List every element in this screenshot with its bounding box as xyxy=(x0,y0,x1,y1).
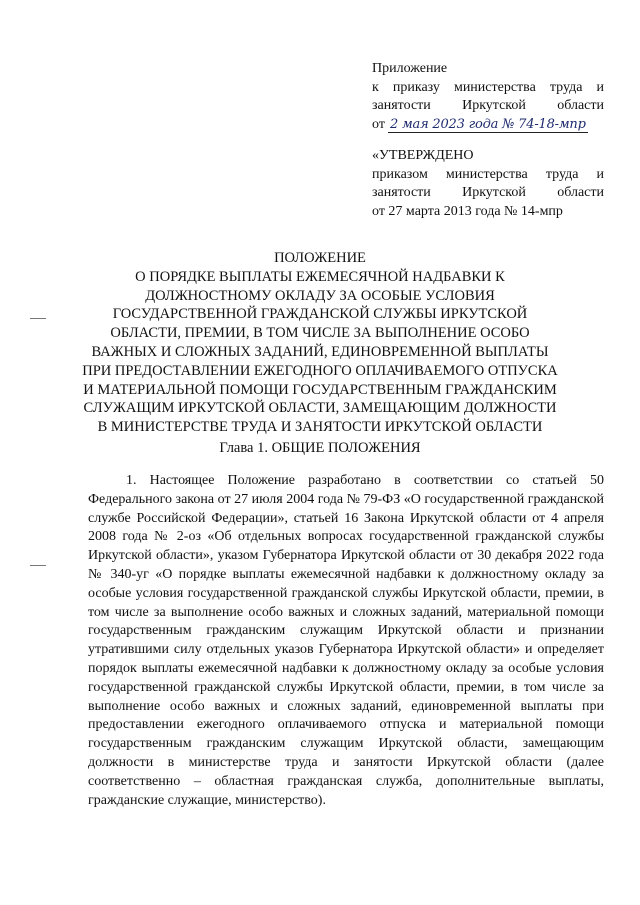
appendix-date-line xyxy=(372,116,604,135)
approved-line-1: «УТВЕРЖДЕНО xyxy=(372,148,474,163)
margin-hole-mark xyxy=(30,565,46,566)
appendix-line-1: Приложение xyxy=(372,61,448,76)
appendix-line-2: к приказу министерства труда и xyxy=(372,79,604,95)
title-line: ОБЛАСТИ, ПРЕМИИ, В ТОМ ЧИСЛЕ ЗА ВЫПОЛНЕНИЕ ОСОБО xyxy=(110,325,530,342)
approved-line-4: от 27 марта 2013 года № 14-мпр xyxy=(372,203,563,219)
approved-block xyxy=(372,147,604,221)
chapter-heading: Глава 1. ОБЩИЕ ПОЛОЖЕНИЯ xyxy=(219,440,421,456)
approved-line-2: приказом министерства труда и xyxy=(372,166,604,182)
title-line: ДОЛЖНОСТНОМУ ОКЛАДУ ЗА ОСОБЫЕ УСЛОВИЯ xyxy=(145,287,495,304)
document-title xyxy=(80,249,560,437)
title-line: ГОСУДАРСТВЕННОЙ ГРАЖДАНСКОЙ СЛУЖБЫ ИРКУТСКОЙ xyxy=(112,306,528,323)
appendix-block xyxy=(372,60,604,134)
title-line: ПРИ ПРЕДОСТАВЛЕНИИ ЕЖЕГОДНОГО ОПЛАЧИВАЕМОГО ОТПУСКА xyxy=(82,362,558,379)
title-line: СЛУЖАЩИМ ИРКУТСКОЙ ОБЛАСТИ, ЗАМЕЩАЮЩИМ ДОЛЖНОСТИ xyxy=(83,400,557,417)
title-line: О ПОРЯДКЕ ВЫПЛАТЫ ЕЖЕМЕСЯЧНОЙ НАДБАВКИ К xyxy=(135,268,505,285)
title-line: И МАТЕРИАЛЬНОЙ ПОМОЩИ ГОСУДАРСТВЕННЫМ ГРАЖДАНСКИМ xyxy=(83,381,557,398)
handwritten-order-date: 2 мая 2023 года № 74-18-мпр xyxy=(389,116,586,132)
appendix-line-3: занятости Иркутской области xyxy=(372,98,604,113)
title-line: В МИНИСТЕРСТВЕ ТРУДА И ЗАНЯТОСТИ ИРКУТСКОЙ ОБЛАСТИ xyxy=(97,419,543,436)
title-line: ВАЖНЫХ И СЛОЖНЫХ ЗАДАНИЙ, ЕДИНОВРЕМЕННОЙ ВЫПЛАТЫ xyxy=(91,343,549,360)
appendix-date-prefix: от xyxy=(372,116,385,132)
margin-hole-mark xyxy=(30,318,46,319)
title-line: ПОЛОЖЕНИЕ xyxy=(274,250,366,266)
approved-line-3: занятости Иркутской области xyxy=(372,185,604,200)
paragraph-1: 1. Настоящее Положение разработано в соответствии со статьей 50 Федерального закона от 27 июля 2004 года № 79-ФЗ «О государственной гражданской службе Российской Федерации», статьей 16 Закона Иркутской области от 4 апреля 2008 года № 2-оз «Об отдельных вопросах государственной гражданской службы Иркутской области», указом Губернатора Иркутской области от 30 декабря 2022 года № 340-уг «О порядке выплаты ежемесячной надбавки к должностному окладу за особые условия государственной гражданской службы Иркутской области, премии, в том числе за выполнение особо важных и сложных заданий, материальной помощи государственным гражданским служащим Иркутской области и признании утратившими силу отдельных указов Губернатора Иркутской области» и определяет порядок выплаты ежемесячной надбавки к должностному окладу за особые условия государственной гражданской службы Иркутской области, премии, в том числе за выполнение особо важных и сложных заданий, единовременной выплаты при предоставлении ежегодного оплачиваемого отпуска и материальной помощи государственным гражданским служащим Иркутской области, замещающим должности в министерстве труда и занятости Иркутской области (далее соответственно – областная гражданская служба, дополнительные выплаты, гражданские служащие, министерство). xyxy=(88,473,604,808)
